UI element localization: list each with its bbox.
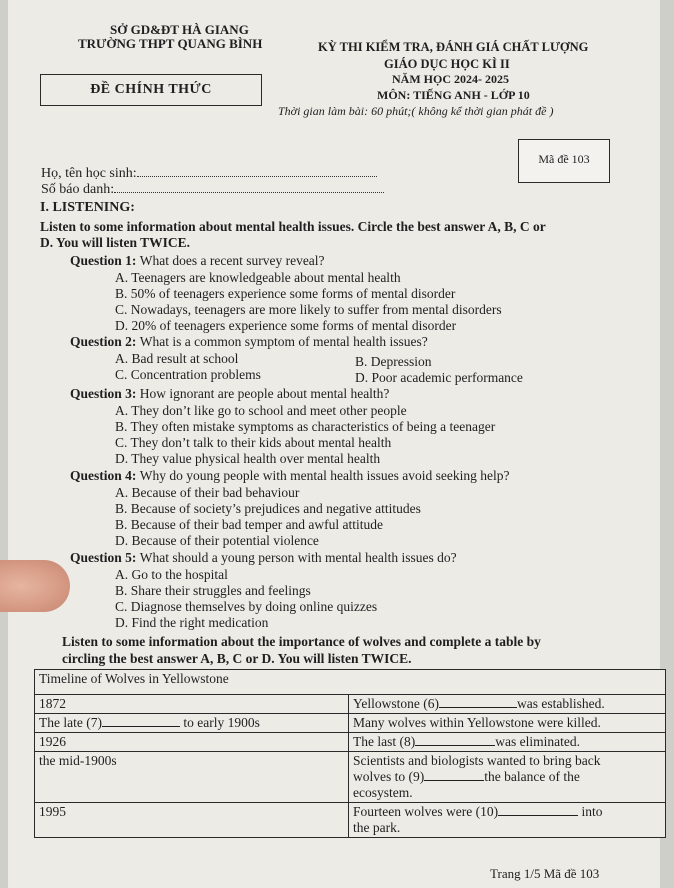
table-cell: 1926 [35,733,349,752]
q1-option-a[interactable]: A. Teenagers are knowledgeable about mental health [115,270,401,285]
table-row [35,752,666,803]
q1-option-b[interactable]: B. 50% of teenagers experience some forms of mental disorder [115,286,456,301]
question-3: Question 3: How ignorant are people about mental health? [70,386,390,401]
table-row [35,733,666,752]
table-cell: Fourteen wolves were (10) into the park. [349,803,666,838]
q1-option-c[interactable]: C. Nowadays, teenagers are more likely to suffer from mental disorders [115,302,502,317]
blank-8[interactable] [415,735,495,746]
part2-instruction-2: circling the best answer A, B, C or D. You will listen TWICE. [62,651,412,666]
student-name-line [41,166,377,182]
q2-option-c[interactable]: C. Concentration problems [115,367,261,382]
table-row [35,695,666,714]
table-cell: Scientists and biologists wanted to bring back wolves to (9) the balance of the ecosystem. [349,752,666,803]
q4-option-d[interactable]: D. Because of their potential violence [115,533,319,548]
table-row [35,714,666,733]
table-title: Timeline of Wolves in Yellowstone [35,670,666,695]
blank-7[interactable] [102,716,180,727]
question-1: Question 1: What does a recent survey reveal? [70,253,325,268]
table-cell: Yellowstone (6) was established. [349,695,666,714]
official-exam-label: ĐỀ CHÍNH THỨC [40,74,262,106]
q5-option-c[interactable]: C. Diagnose themselves by doing online quizzes [115,599,378,614]
table-cell: Many wolves within Yellowstone were killed. [349,714,666,733]
time-note: Thời gian làm bài: 60 phút;( không kể thời gian phát đề ) [278,104,554,118]
student-id-label: Số báo danh: [41,182,115,197]
exam-title: KỲ THI KIỂM TRA, ĐÁNH GIÁ CHẤT LƯỢNG [318,40,589,54]
department-name: SỞ GD&ĐT HÀ GIANG [110,22,249,37]
q2-option-b[interactable]: B. Depression [355,354,432,369]
q2-option-a[interactable]: A. Bad result at school [115,351,239,366]
student-id-blank[interactable] [114,182,384,193]
table-cell: the mid-1900s [35,752,349,803]
table-row [35,803,666,838]
student-name-label: Họ, tên học sinh: [41,166,137,181]
section-instruction-1: Listen to some information about mental health issues. Circle the best answer A, B, C or [40,219,546,234]
q4-option-c[interactable]: B. Because of their bad temper and awful attitude [115,517,384,532]
question-2: Question 2: What is a common symptom of mental health issues? [70,334,428,349]
q3-option-c[interactable]: C. They don’t talk to their kids about mental health [115,435,392,450]
blank-9[interactable] [424,770,484,781]
q5-option-d[interactable]: D. Find the right medication [115,615,269,630]
finger-photo-artifact [0,560,70,612]
school-name: TRƯỜNG THPT QUANG BÌNH [78,36,263,51]
q2-option-d[interactable]: D. Poor academic performance [355,370,523,385]
student-name-blank[interactable] [137,166,377,177]
table-row [35,670,666,695]
q1-option-d[interactable]: D. 20% of teenagers experience some forms of mental disorder [115,318,457,333]
school-year: NĂM HỌC 2024- 2025 [392,72,509,86]
part2-instruction-1: Listen to some information about the importance of wolves and complete a table by [62,634,541,649]
page-footer: Trang 1/5 Mã đề 103 [490,866,600,881]
student-id-line [41,182,384,198]
q4-option-a[interactable]: A. Because of their bad behaviour [115,485,300,500]
exam-code-box: Mã đề 103 [518,139,610,183]
table-cell: The late (7) to early 1900s [35,714,349,733]
q5-option-a[interactable]: A. Go to the hospital [115,567,228,582]
question-5: Question 5: What should a young person with mental health issues do? [70,550,457,565]
exam-subtitle: GIÁO DỤC HỌC KÌ II [384,57,510,71]
question-4: Question 4: Why do young people with mental health issues avoid seeking help? [70,468,510,483]
blank-10[interactable] [498,805,578,816]
subject: MÔN: TIẾNG ANH - LỚP 10 [377,88,530,102]
q4-option-b[interactable]: B. Because of society’s prejudices and negative attitudes [115,501,421,516]
q3-option-d[interactable]: D. They value physical health over mental health [115,451,381,466]
q3-option-a[interactable]: A. They don’t like go to school and meet other people [115,403,407,418]
q3-option-b[interactable]: B. They often mistake symptoms as characteristics of being a teenager [115,419,496,434]
table-cell: The last (8) was eliminated. [349,733,666,752]
section-title: I. LISTENING: [40,200,135,215]
wolves-timeline-table [34,669,666,838]
blank-6[interactable] [439,697,517,708]
table-cell: 1995 [35,803,349,838]
table-cell: 1872 [35,695,349,714]
section-instruction-2: D. You will listen TWICE. [40,235,191,250]
q5-option-b[interactable]: B. Share their struggles and feelings [115,583,311,598]
